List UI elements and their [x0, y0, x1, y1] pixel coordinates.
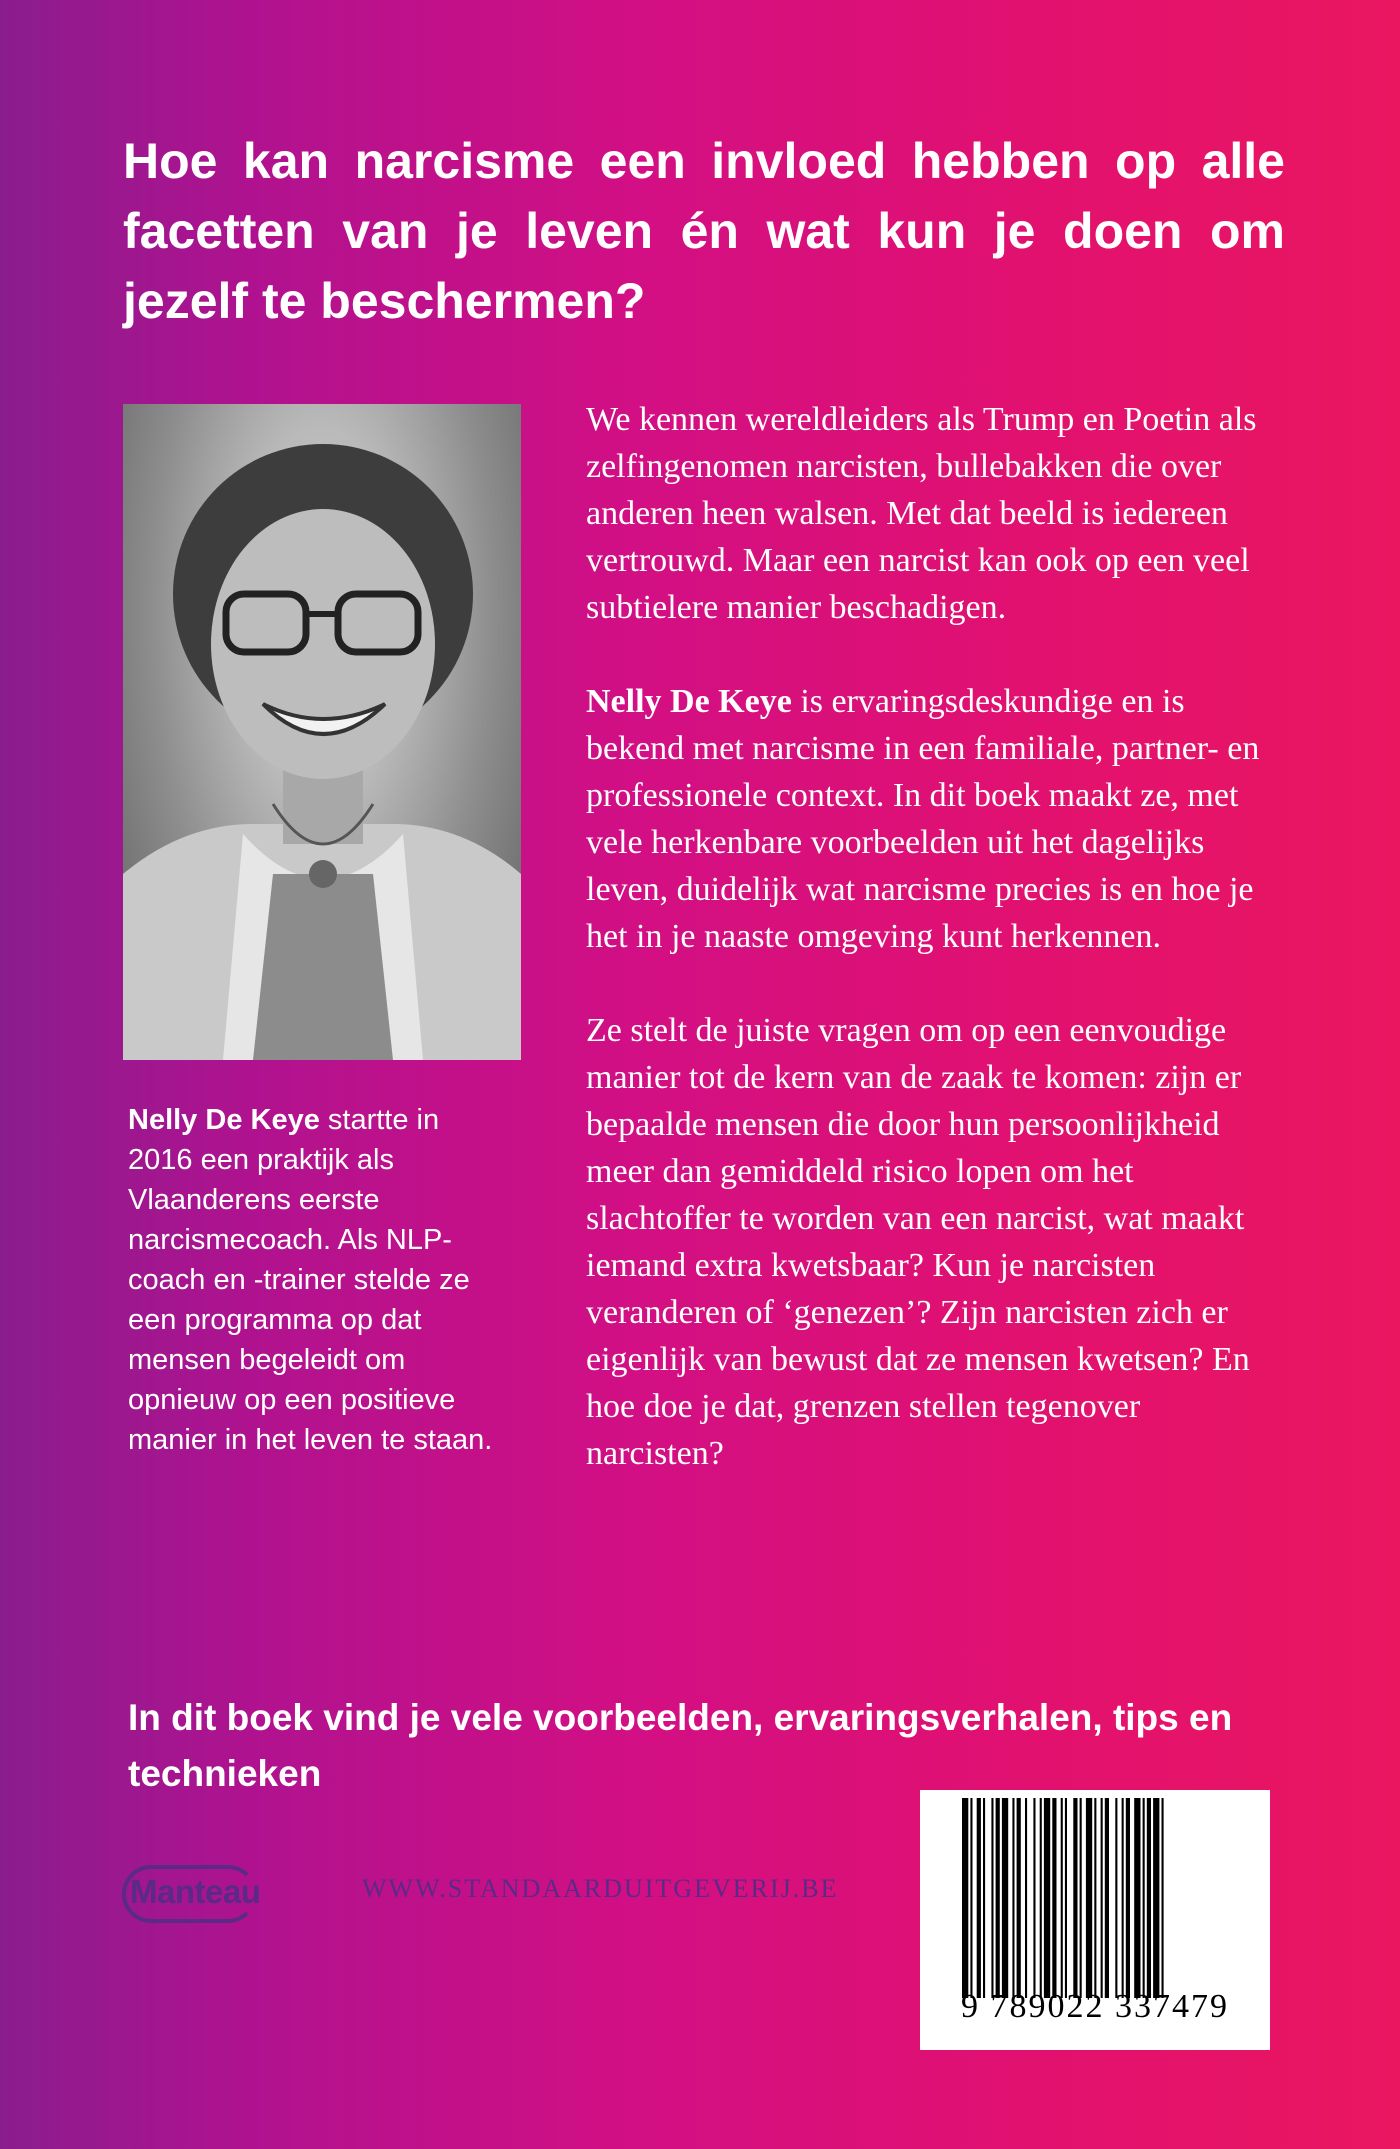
author-bio [128, 1100, 508, 1460]
blurb-paragraph-3: Ze stelt de juiste vragen om op een eenvoudige manier tot de kern van de zaak te komen: zijn er bepaalde mensen die door hun persoonlijkheid meer dan gemiddeld risico lopen om het slachtoffer te worden van een narcist, wat maakt iemand extra kwetsbaar? Kun je narcisten veranderen of ‘genezen’? Zijn narcisten zich er eigenlijk van bewust dat ze mensen kwetsen? En hoe doe je dat, grenzen stellen tegenover narcisten? [586, 1012, 1250, 1472]
headline: Hoe kan narcisme een invloed hebben op alle facetten van je leven én wat kun je doen om jezelf te beschermen? [123, 133, 1285, 329]
logo-wordmark: Manteau [130, 1873, 261, 1910]
author-photo [123, 404, 521, 1060]
blurb [586, 396, 1286, 1524]
barcode-bars [960, 1798, 1250, 1998]
author-name: Nelly De Keye [128, 1104, 320, 1136]
publisher-url: WWW.STANDAARDUITGEVERIJ.BE [362, 1874, 839, 1903]
blurb-author-name: Nelly De Keye [586, 683, 792, 720]
closing-statement: In dit boek vind je vele voorbeelden, ervaringsverhalen, tips en technieken [128, 1697, 1233, 1794]
publisher-logo [122, 1865, 292, 1925]
blurb-paragraph-1: We kennen wereldleiders als Trump en Poetin als zelfingenomen narcisten, bullebakken die over anderen heen walsen. Met dat beeld is iedereen vertrouwd. Maar een narcist kan ook op een veel subtielere manier beschadigen. [586, 401, 1257, 626]
blurb-paragraph-2-text: is ervaringsdeskundige en is bekend met narcisme in een familiale, partner- en professionele context. In dit boek maakt ze, met vele herkenbare voorbeelden uit het dagelijks leven, duidelijk wat narcisme precies is en hoe je het in je naaste omgeving kunt herkennen. [586, 683, 1260, 955]
blurb-paragraph-2 [586, 678, 1286, 960]
author-bio-text: startte in 2016 een praktijk als Vlaanderens eerste narcismecoach. Als NLP-coach en -trainer stelde ze een programma op dat mensen begeleidt om opnieuw op een positieve manier in het leven te staan. [128, 1104, 493, 1456]
isbn-number: 9 789022 337479 [961, 1988, 1229, 2025]
barcode [920, 1790, 1270, 2050]
